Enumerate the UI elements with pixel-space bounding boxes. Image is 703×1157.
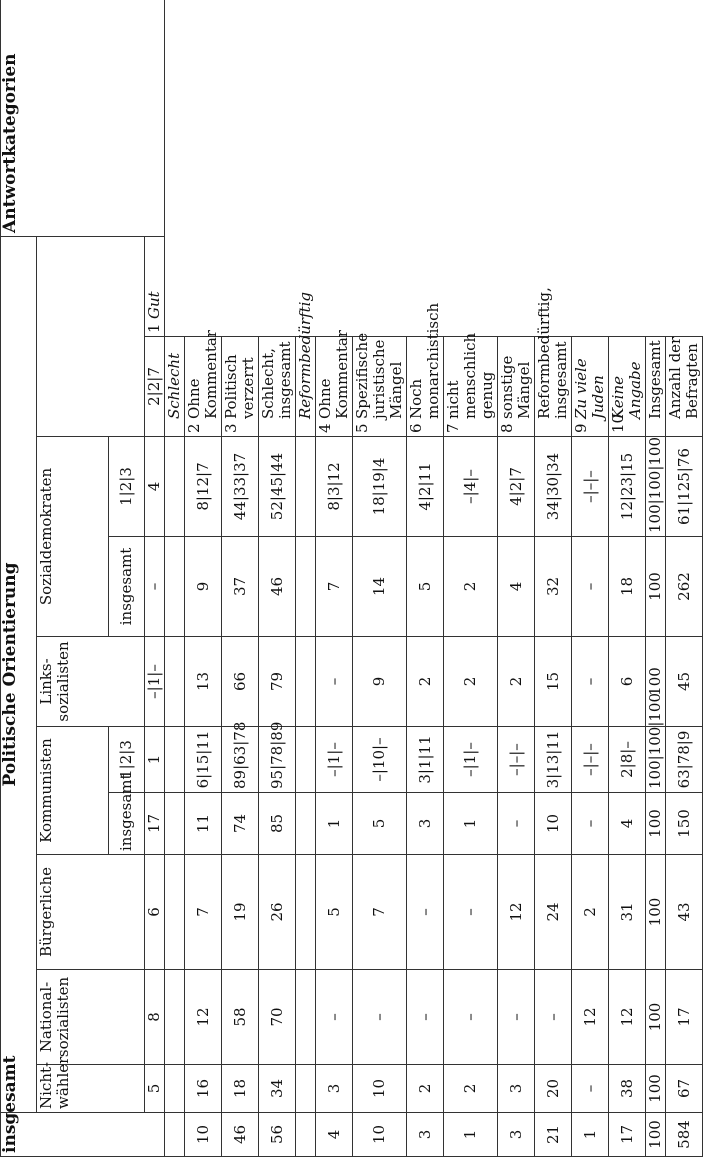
group-nationalsozialisten: National- sozialisten (37, 970, 145, 1065)
cell-sd-total: 4 (145, 437, 165, 537)
cell-buergerliche (165, 855, 185, 970)
cell-sd-split: 34|30|34 (535, 437, 572, 537)
subheader-sd-split: 1|2|3 (109, 437, 145, 537)
category-label (498, 337, 535, 437)
cell-k-total (296, 793, 316, 855)
cell-buergerliche: – (407, 855, 444, 970)
cell-sd-total: 14 (353, 537, 407, 637)
table-row (666, 0, 703, 1157)
cell-nationalsozialisten: 12 (185, 970, 222, 1065)
cell-total: 56 (259, 1113, 296, 1157)
cell-nichtwaehler: 34 (259, 1065, 296, 1113)
row-number: 9 (572, 423, 590, 433)
cell-k-split: 100|100|100 (646, 727, 666, 793)
cell-linkssozialisten: 9 (353, 637, 407, 727)
row-label: Ohne Kommentar (185, 330, 220, 419)
cell-nichtwaehler: 16 (185, 1065, 222, 1113)
cell-nationalsozialisten: – (407, 970, 444, 1065)
cell-k-split: –|1|– (444, 727, 498, 793)
cell-linkssozialisten: 13 (185, 637, 222, 727)
cell-k-total: 1 (145, 727, 165, 793)
cell-k-total: 11 (185, 793, 222, 855)
table-row (222, 0, 259, 1157)
cell-buergerliche: 7 (185, 855, 222, 970)
category-label (316, 330, 353, 437)
group-linkssozialisten: Links- sozialisten (37, 637, 145, 727)
cell-k-total: 4 (609, 793, 646, 855)
table-row (296, 0, 316, 1157)
cell-nationalsozialisten: 17 (666, 970, 703, 1065)
cell-linkssozialisten: – (572, 637, 609, 727)
cell-total: 46 (222, 1113, 259, 1157)
row-label: Keine Angabe (609, 361, 644, 419)
cell-k-total: 85 (259, 793, 296, 855)
cell-k-split: 2|8|– (609, 727, 646, 793)
cell-k-split: –|1|– (316, 727, 353, 793)
cell-total: 17 (609, 1113, 646, 1157)
cell-sd-split: 4|2|7 (498, 437, 535, 537)
cell-k-total: 10 (535, 793, 572, 855)
cell-nationalsozialisten: 58 (222, 970, 259, 1065)
cell-sd-total: 100 (646, 537, 666, 637)
cell-buergerliche: 24 (535, 855, 572, 970)
cell-buergerliche: 26 (259, 855, 296, 970)
cell-linkssozialisten: 2 (407, 637, 444, 727)
row-label: Politisch verzerrt (222, 354, 257, 419)
category-label (609, 337, 646, 437)
cell-nichtwaehler: 100 (646, 1065, 666, 1113)
category-label (353, 332, 407, 437)
cell-sd-split: 18|19|4 (353, 437, 407, 537)
cell-buergerliche: 31 (609, 855, 646, 970)
cell-k-total: 150 (666, 793, 703, 855)
cell-buergerliche: 17 (145, 793, 165, 855)
table-row (316, 0, 353, 1157)
cell-k-split: 3|1|11 (407, 727, 444, 793)
row-number: 8 (498, 423, 516, 433)
cell-sd-total: 46 (259, 537, 296, 637)
cell-total: 5 (145, 1065, 165, 1113)
row-label: Gut (145, 291, 163, 319)
cell-k-split: –|–|– (498, 727, 535, 793)
cell-k-total: – (498, 793, 535, 855)
cell-k-split: –|1|– (145, 637, 165, 727)
category-label (296, 291, 316, 437)
cell-sd-total: 18 (609, 537, 646, 637)
row-label: Spezifische juristische Mängel (353, 332, 405, 419)
cell-nationalsozialisten: 6 (145, 855, 165, 970)
cell-k-split: –|10|– (353, 727, 407, 793)
cell-sd-split: 61|125|76 (666, 437, 703, 537)
table-row (407, 0, 444, 1157)
cell-nationalsozialisten: – (353, 970, 407, 1065)
cell-nichtwaehler: 10 (353, 1065, 407, 1113)
cell-sd-split: 2|2|7 (145, 337, 165, 437)
cell-nichtwaehler: 18 (222, 1065, 259, 1113)
row-label: Ohne Kommentar (316, 330, 351, 419)
cell-nationalsozialisten: 12 (609, 970, 646, 1065)
table-row (259, 0, 296, 1157)
table-row (609, 0, 646, 1157)
row-number: 7 (444, 423, 462, 433)
cell-k-split: –|–|– (572, 727, 609, 793)
row-label: Zu viele Juden (572, 358, 607, 419)
cell-buergerliche (296, 855, 316, 970)
cell-nichtwaehler: 2 (444, 1065, 498, 1113)
cell-nationalsozialisten: 100 (646, 970, 666, 1065)
cell-answer-categories: Antwortkategorien (1, 0, 165, 236)
cell-sd-total: 4 (498, 537, 535, 637)
cell-total: 21 (535, 1113, 572, 1157)
cell-buergerliche: 100 (646, 855, 666, 970)
cell-sd-total: 37 (222, 537, 259, 637)
table-row (572, 0, 609, 1157)
cell-total: 100 (646, 1113, 666, 1157)
cell-k-total: 5 (353, 793, 407, 855)
subheader-k-split: 1|2|3 (109, 727, 145, 793)
cell-nichtwaehler: 8 (145, 970, 165, 1065)
cell-sd-total: 9 (185, 537, 222, 637)
row-number: 6 (407, 423, 425, 433)
cell-total (165, 1113, 185, 1157)
category-label (222, 337, 259, 437)
cell-sd-split: –|4|– (444, 437, 498, 537)
table-row (444, 0, 498, 1157)
table-row (535, 0, 572, 1157)
cell-sd-split: 8|12|7 (185, 437, 222, 537)
cell-k-total: 3 (407, 793, 444, 855)
cell-nationalsozialisten (165, 970, 185, 1065)
cell-total: 584 (666, 1113, 703, 1157)
category-label (407, 302, 444, 437)
category-label (165, 337, 185, 437)
category-label (666, 337, 703, 437)
cell-nichtwaehler: 3 (316, 1065, 353, 1113)
category-label (646, 337, 666, 437)
cell-nationalsozialisten (296, 970, 316, 1065)
cell-buergerliche: 7 (353, 855, 407, 970)
table-row (353, 0, 407, 1157)
cell-sd-total: – (572, 537, 609, 637)
cell-k-split (296, 727, 316, 793)
cell-sd-split: 4|2|11 (407, 437, 444, 537)
cell-linkssozialisten: 2 (444, 637, 498, 727)
row-number: 3 (222, 423, 240, 433)
cell-sd-split: 12|23|15 (609, 437, 646, 537)
table-row (165, 0, 185, 1157)
cell-k-total: 1 (444, 793, 498, 855)
cell-total-header: insgesamt (1, 1113, 165, 1157)
cell-linkssozialisten (165, 637, 185, 727)
cell-nichtwaehler: 67 (666, 1065, 703, 1113)
cell-k-total (165, 793, 185, 855)
row-label: nicht menschlich genug (444, 332, 496, 419)
cell-sd-total: 2 (444, 537, 498, 637)
cell-k-total: – (572, 793, 609, 855)
cell-sd-split: –|–|– (572, 437, 609, 537)
row-label: Insgesamt (646, 340, 664, 419)
row-label: sonstige Mängel (498, 355, 533, 419)
category-label (145, 236, 165, 336)
cell-total: 10 (185, 1113, 222, 1157)
table-row (185, 0, 222, 1157)
group-nichtwaehler: Nicht- wähler (37, 1065, 145, 1113)
row-number: 10 (609, 413, 627, 433)
row-label: Anzahl der Befragten (666, 336, 701, 419)
table-row (498, 0, 535, 1157)
cell-k-total: 100 (646, 793, 666, 855)
cell-nichtwaehler: 3 (498, 1065, 535, 1113)
cell-nationalsozialisten: – (444, 970, 498, 1065)
cell-total (296, 1113, 316, 1157)
row-label: Reformbedürftig, insgesamt (535, 287, 570, 419)
cell-k-total: 74 (222, 793, 259, 855)
row-label: Noch monarchistisch (407, 302, 442, 419)
cell-total: 3 (498, 1113, 535, 1157)
cell-total: 3 (407, 1113, 444, 1157)
cell-linkssozialisten: 66 (222, 637, 259, 727)
cell-buergerliche: 43 (666, 855, 703, 970)
category-label (444, 332, 498, 437)
row-number: 1 (145, 323, 163, 333)
cell-sd-split: 8|3|12 (316, 437, 353, 537)
cell-nichtwaehler: – (572, 1065, 609, 1113)
cell-sd-total: 7 (316, 537, 353, 637)
cell-nationalsozialisten: – (498, 970, 535, 1065)
row-number: 5 (353, 423, 371, 433)
row-number: 4 (316, 423, 334, 433)
cell-sd-split: 100|100|100 (646, 437, 666, 537)
cell-k-total: 1 (316, 793, 353, 855)
cell-buergerliche: 2 (572, 855, 609, 970)
cell-nichtwaehler: 38 (609, 1065, 646, 1113)
cell-linkssozialisten: 15 (535, 637, 572, 727)
subheader-sd-total: insgesamt (109, 537, 145, 637)
cell-total: 1 (572, 1113, 609, 1157)
cell-k-split: 6|15|11 (185, 727, 222, 793)
cell-sd-split: 44|33|37 (222, 437, 259, 537)
table-row (646, 0, 666, 1157)
cell-nationalsozialisten: 70 (259, 970, 296, 1065)
cell-k-split: 3|13|11 (535, 727, 572, 793)
cell-k-split (165, 727, 185, 793)
group-kommunisten: Kommunisten (37, 727, 109, 855)
group-buergerliche: Bürgerliche (37, 855, 145, 970)
cell-nationalsozialisten: 12 (572, 970, 609, 1065)
cell-total: 10 (353, 1113, 407, 1157)
category-label (259, 337, 296, 437)
cell-buergerliche: 5 (316, 855, 353, 970)
cell-total: 4 (316, 1113, 353, 1157)
cell-k-split: 63|78|9 (666, 727, 703, 793)
cell-nichtwaehler: 20 (535, 1065, 572, 1113)
cell-nationalsozialisten: – (316, 970, 353, 1065)
cell-political-orientation: Politische Orientierung (1, 236, 37, 1112)
cell-nichtwaehler (296, 1065, 316, 1113)
cell-k-split: 89|63|78 (222, 727, 259, 793)
cell-linkssozialisten (296, 637, 316, 727)
row-label: Reformbedürftig (296, 291, 314, 419)
cell-nichtwaehler (165, 1065, 185, 1113)
category-label (572, 337, 609, 437)
cell-sd-split (165, 437, 185, 537)
cell-sd-total: 262 (666, 537, 703, 637)
cell-linkssozialisten: 45 (666, 637, 703, 727)
cell-sd-split: 52|45|44 (259, 437, 296, 537)
cell-linkssozialisten: 2 (498, 637, 535, 727)
row-label: Schlecht (165, 352, 183, 419)
cell-buergerliche: – (444, 855, 498, 970)
category-label (535, 287, 572, 437)
cell-linkssozialisten: 79 (259, 637, 296, 727)
row-label: Schlecht, insgesamt (259, 341, 294, 419)
cell-nationalsozialisten: – (535, 970, 572, 1065)
cell-sd-total (165, 537, 185, 637)
row-number: 2 (185, 423, 203, 433)
cell-linkssozialisten: 100 (646, 637, 666, 727)
cell-buergerliche: 12 (498, 855, 535, 970)
category-label (185, 330, 222, 437)
cell-k-split: 95|78|89 (259, 727, 296, 793)
cell-total: 1 (444, 1113, 498, 1157)
cell-buergerliche: 19 (222, 855, 259, 970)
cell-nichtwaehler: 2 (407, 1065, 444, 1113)
group-sozialdemokraten: Sozialdemokraten (37, 437, 109, 637)
cell-sd-total: 32 (535, 537, 572, 637)
cell-linkssozialisten: – (316, 637, 353, 727)
cell-sd-total (296, 537, 316, 637)
cell-linkssozialisten: 6 (609, 637, 646, 727)
cell-linkssozialisten: – (145, 537, 165, 637)
subheader-k-total: insgesamt (109, 793, 145, 855)
cell-sd-total: 5 (407, 537, 444, 637)
cell-sd-split (296, 437, 316, 537)
